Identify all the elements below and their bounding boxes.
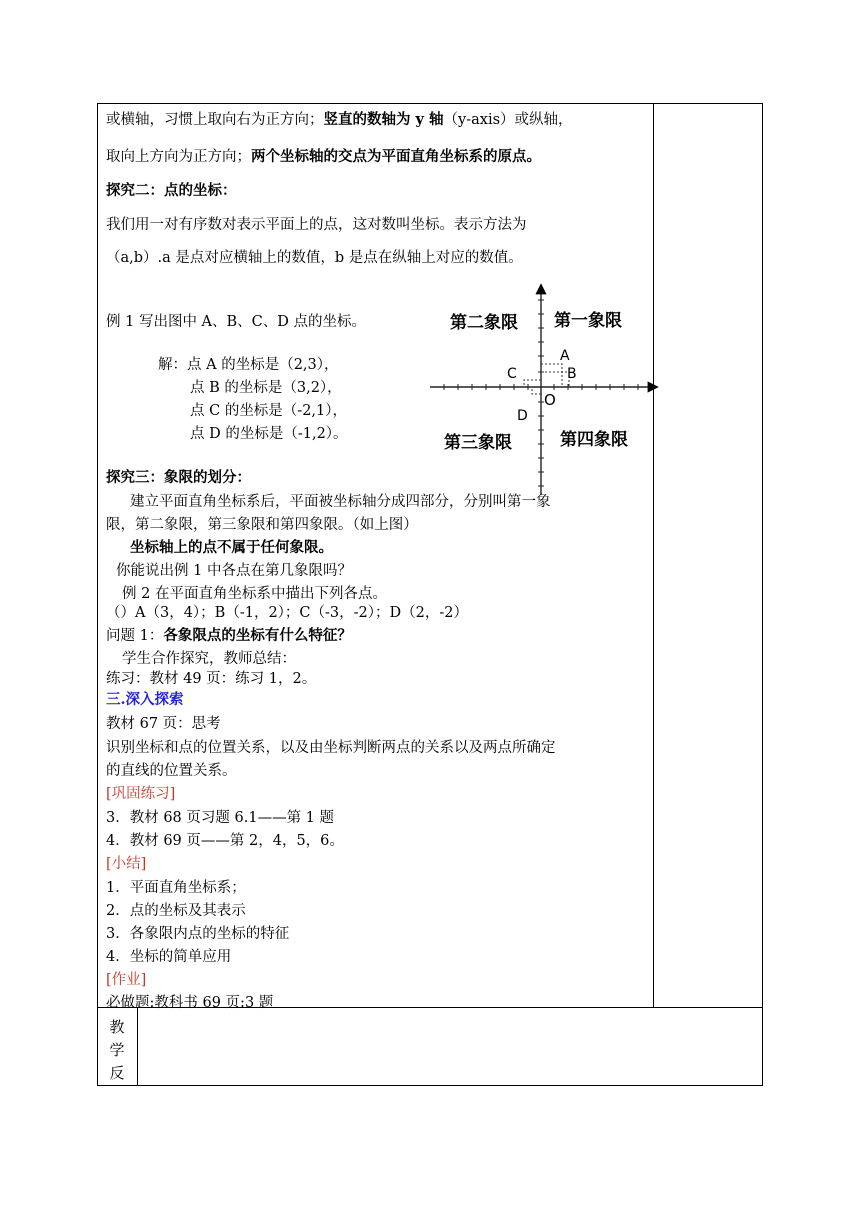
problem-1 [106, 626, 352, 646]
quadrant-3-label: 第三象限 [444, 433, 512, 453]
reflection-label [97, 1016, 137, 1085]
bold-text: 各象限点的坐标有什么特征？ [163, 627, 352, 644]
section-label: [巩固练习] [106, 786, 176, 802]
list-item: 必做题:教科书 69 页:3 题 [106, 995, 274, 1011]
list-item: 4．教材 69 页——第 2，4，5，6。 [106, 833, 344, 849]
section-label: [作业] [106, 972, 147, 988]
point-b-label: B [567, 366, 577, 382]
bold-text: 两个坐标轴的交点为平面直角坐标系的原点。 [251, 148, 541, 165]
axis-definition-line [106, 110, 573, 130]
paragraph-line: 学生合作探究，教师总结： [122, 651, 296, 667]
quadrant-2-label: 第二象限 [450, 313, 518, 333]
text: （y-axis）或纵轴， [443, 112, 573, 128]
origin-definition-line [106, 147, 541, 167]
paragraph-line: 限，第二象限，第三象限和第四象限。（如上图） [106, 517, 418, 533]
paragraph-line: 的直线的位置关系。 [106, 763, 237, 779]
heading-explore-2: 探究二：点的坐标： [106, 182, 237, 199]
paragraph-line: （a,b）.a 是点对应横轴上的数值，b 是点在纵轴上对应的数值。 [106, 250, 523, 266]
text: 或横轴，习惯上取向右为正方向； [106, 112, 324, 128]
list-item: 3．各象限内点的坐标的特征 [106, 926, 290, 942]
coordinate-figure [420, 280, 665, 505]
reflection-char: 教 [109, 1018, 125, 1036]
table-column-divider [653, 103, 654, 1008]
section-label: [小结] [106, 856, 147, 872]
list-item: 4．坐标的简单应用 [106, 949, 232, 965]
solution-line: 点 C 的坐标是（-2,1）， [190, 403, 348, 419]
paragraph-line: 识别坐标和点的位置关系，以及由坐标判断两点的关系以及两点所确定 [106, 740, 556, 756]
example-1: 例 1 写出图中 A、B、C、D 点的坐标。 [106, 314, 367, 330]
key-statement: 坐标轴上的点不属于任何象限。 [130, 539, 333, 556]
text: 问题 1： [106, 628, 164, 644]
point-c-label: C [507, 366, 517, 382]
paragraph-line: 我们用一对有序数对表示平面上的点，这对数叫坐标。表示方法为 [106, 217, 527, 233]
quadrant-1-label: 第一象限 [554, 311, 622, 331]
point-d-label: D [517, 408, 528, 424]
list-item: 2．点的坐标及其表示 [106, 903, 246, 919]
question-line: 你能说出例 1 中各点在第几象限吗？ [116, 563, 352, 579]
paragraph-line: 建立平面直角坐标系后，平面被坐标轴分成四部分，分别叫第一象 [130, 494, 551, 510]
reflection-char: 学 [109, 1041, 125, 1059]
reflection-char: 反 [109, 1064, 125, 1082]
example-2-points: （）A（3，4）；B（-1，2）；C（-3，-2）；D（2，-2） [106, 605, 468, 621]
text: 取向上方向为正方向； [106, 149, 251, 165]
guide-lines [524, 364, 569, 394]
solution-line: 点 B 的坐标是（3,2）， [190, 380, 342, 396]
point-a-label: A [560, 348, 570, 364]
list-item: 1．平面直角坐标系； [106, 880, 246, 896]
practice-line: 练习：教材 49 页：练习 1，2。 [106, 671, 317, 687]
solution-line: 点 D 的坐标是（-1,2）。 [190, 426, 348, 442]
heading-explore-3: 探究三：象限的划分： [106, 469, 251, 486]
quadrant-4-label: 第四象限 [560, 430, 628, 450]
paragraph-line: 教材 67 页：思考 [106, 716, 221, 732]
origin-label: O [544, 391, 556, 409]
reflection-cell-divider [137, 1007, 138, 1086]
solution-line: 解：点 A 的坐标是（2,3）， [158, 357, 339, 373]
bold-text: 竖直的数轴为 y 轴 [323, 111, 444, 128]
example-2: 例 2 在平面直角坐标系中描出下列各点。 [122, 586, 387, 602]
section-heading-3: 三.深入探索 [106, 691, 184, 708]
list-item: 3．教材 68 页习题 6.1——第 1 题 [106, 810, 335, 826]
